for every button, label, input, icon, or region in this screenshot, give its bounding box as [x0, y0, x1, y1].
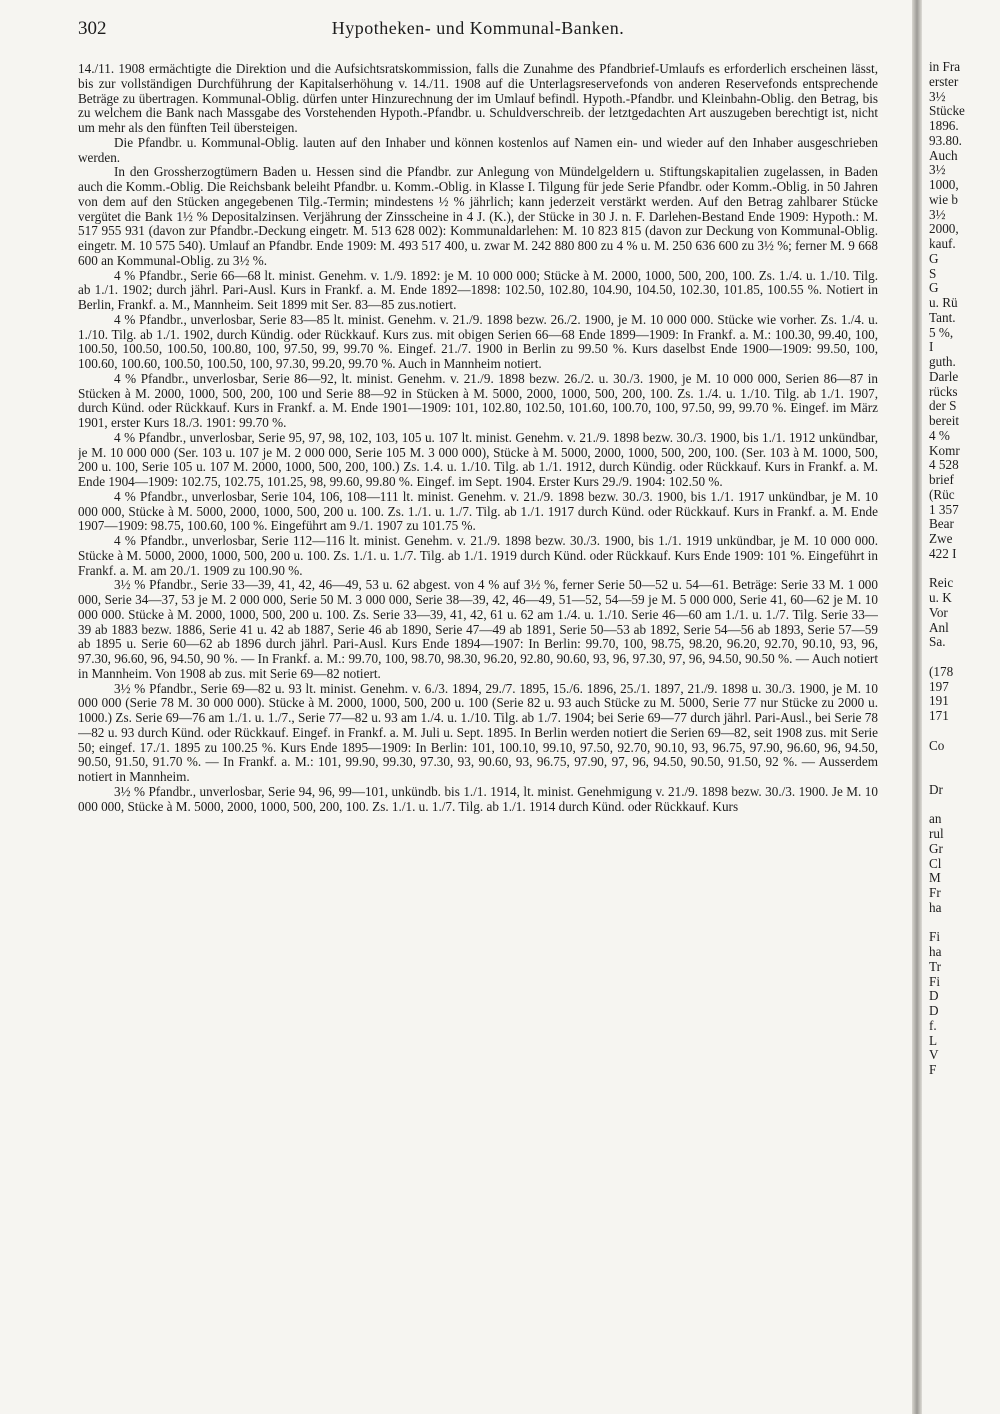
side-text-line: Vor — [929, 604, 948, 620]
side-text-line — [929, 798, 1000, 813]
side-text-line: ha — [929, 944, 942, 959]
paragraph: 14./11. 1908 ermächtigte die Direktion und die Aufsichtsratskommission, falls die Zunahme des Pfandbrief-Umlaufs es erforderlich erscheinen lässt, bis zur vollständigen Durchführung der Kapitalserhöhung v. 14./11. 1908 auf die Unterlagsreservefonds von anderen Reservefonds entsprechende Beträge zu übertragen. Kommunal-Oblig. dürfen unter Hinzurechnung der im Umlauf befindl. Hypoth.-Pfandbr. und Kleinbahn-Oblig. den Betrag, bis zu welchem die Bank nach Massgabe des Vorstehenden Hypoth.-Pfandbr. u. Schuldverschreib. der letztgedachten Art auszugeben berechtigt ist, nicht um mehr als den fünften Teil übersteigen. — [78, 62, 878, 135]
side-text-line: Tr — [929, 958, 941, 974]
running-head: Hypotheken- und Kommunal-Banken. — [331, 18, 625, 38]
side-text-line: 1000, — [929, 177, 959, 192]
side-text-line: Anl — [929, 619, 949, 635]
page-header — [78, 18, 878, 48]
main-text-column — [78, 62, 878, 1352]
side-text-line: 4 % — [929, 427, 950, 443]
side-text-line: Fi — [929, 929, 940, 945]
side-text-line: 93.80. — [929, 132, 962, 148]
side-text-line: 171 — [929, 708, 949, 723]
paragraph: 4 % Pfandbr., unverlosbar, Serie 112—116 lt. minist. Genehm. v. 21./9. 1898 bezw. 30./3. 1900, bis 1./1. 1919 unkündbar, je M. 10 000 000. Stücke à M. 5000, 2000, 1000, 500, 200 u. 100. Zs. 1./1. u. 1./7. Tilg. ab 1./1. 1919 durch Künd. oder Rückkauf. Kurs Ende 1909: 101 %. Eingeführt in Frankf. a. M. am 20./1. 1909 zu 100.90 %. — [78, 533, 878, 578]
side-text-line: kauf. — [929, 236, 956, 251]
side-text-line — [929, 916, 1000, 931]
side-text-line — [929, 724, 1000, 739]
side-text-line: rücks — [929, 383, 958, 399]
side-text-line: 191 — [929, 693, 949, 709]
side-text-line: der S — [929, 398, 957, 414]
side-text-line: bereit — [929, 413, 960, 428]
side-text-line: 5 %, — [929, 324, 954, 340]
side-text-line: V — [929, 1047, 939, 1063]
side-text-line: D — [929, 1003, 939, 1018]
side-text-line: in Fra — [929, 60, 961, 74]
side-text-line: Zwe — [929, 531, 953, 546]
side-text-line: Komr — [929, 442, 960, 458]
side-text-line: Reic — [929, 575, 954, 591]
side-text-line: Darle — [929, 368, 959, 384]
side-text-line: f. — [929, 1017, 937, 1033]
side-text-line: Tant. — [929, 309, 956, 325]
paragraph: 4 % Pfandbr., unverlosbar, Serie 86—92, lt. minist. Genehm. v. 21./9. 1898 bezw. 26./2. u. 30./3. 1900, je M. 10 000 000, Serien 86—87 in Stücken à M. 2000, 1000, 500, 200, 100 und Serie 88—92 in Stücken à M. 5000, 2000, 1000, 500, 200, 100. Zs. 1./4. u. 1./10. Tilg. ab 1./1. 1907, durch Künd. oder Rückkauf. Kurs in Frankf. a. M. Ende 1901—1909: 101, 102.80, 102.50, 101.60, 100.70, 100, 97.50, 99, 99.70 %. Eingef. im März 1901, erster Kurs 18./3. 1901: 99.70 %. — [78, 370, 878, 430]
side-text-line: Fi — [929, 973, 940, 989]
side-text-line: rul — [929, 826, 944, 841]
side-text-line: 422 I — [929, 545, 957, 561]
side-text-line: (Rüc — [929, 486, 955, 502]
paragraph: 4 % Pfandbr., unverlosbar, Serie 95, 97, 98, 102, 103, 105 u. 107 lt. minist. Genehm. v. 21./9. 1898 bezw. 30./3. 1900, bis 1./1. 1912 unkündbar, je M. 10 000 000 (Ser. 103 u. 107 je M. 2 000 000, Serie 105 M. 3 000 000), Stücke à M. 5000, 2000, 1000, 500, 200, 100. (Ser. 103 à M. 1000, 500, 200 u. 100, Serie 105 u. 107 M. 2000, 1000, 500, 200, 100.) Zs. 1.4. u. 1./10. Tilg. ab 1./1. 1912, durch Kündig. oder Rückkauf. Kurs in Frankf. a. M. Ende 1904—1909: 102.75, 102.75, 101.25, 98, 99.60, 99.80 %. Eingef. im Sept. 1904. Erster Kurs 29./9. 1904: 102.50 %. — [78, 429, 878, 489]
side-text-line: Fr — [929, 885, 941, 900]
paragraph: 3½ % Pfandbr., Serie 69—82 u. 93 lt. minist. Genehm. v. 6./3. 1894, 29./7. 1895, 15./6. 1896, 25./1. 1897, 21./9. 1898 u. 30./3. 1900, je M. 10 000 000 (Serie 78 M. 30 000 000). Stücke à M. 2000, 1000, 500, 200 u. 100 (Serie 82 u. 93 auch Stücke zu M. 5000, Serie 77 nur Stücke zu 2000 u. 1000.) Zs. Serie 69—76 am 1./1. u. 1./7., Serie 77—82 u. 93 am 1./4. u. 1./10. Tilg. ab 1./7. 1904; bei Serie 69—77 durch jährl. Pari-Ausl., bei Serie 78—82 u. 93 durch Künd. oder Rückkauf. Eingef. in Frankf. a. M. Juli u. Sept. 1895. In Berlin werden notiert die Serien 69—82, seit 1908 zus. mit Serie 50; eingef. 17./1. 1895 zu 100.25 %. Kurs Ende 1895—1909: In Berlin: 101, 100.10, 99.10, 97.50, 92.70, 90.10, 93, 96.75, 97.90, 96.60, 96, 94.50, 90.50, 91.50, 91.70 %. — In Frankf. a. M.: 101, 99.90, 99.30, 97.30, 93, 90.60, 93, 96.75, 97.90, 97, 96, 94.50, 90.50, 91.50, 92 %. — Ausserdem notiert in Mannheim. — [78, 680, 878, 784]
side-text-line: Bear — [929, 516, 954, 532]
side-text-line: Gr — [929, 840, 943, 856]
side-text-line: L — [929, 1032, 938, 1048]
side-text-line: F — [929, 1062, 937, 1077]
paragraph: 4 % Pfandbr., unverlosbar, Serie 104, 106, 108—111 lt. minist. Genehm. v. 21./9. 1898 bezw. 30./3. 1900, bis 1./1. 1917 unkündbar, je M. 10 000 000, Stücke à M. 5000, 2000, 1000, 500, 200 u. 100. Zs. 1./1. u. 1./7. Tilg. ab 1./1. 1917 durch Künd. oder Rückkauf. Kurs in Frankf. a. M. Ende 1907—1909: 98.75, 100.60, 100 %. Eingeführt am 9./1. 1907 zu 101.75 %. — [78, 488, 878, 534]
side-text-line: brief — [929, 472, 954, 487]
side-text-line: erster — [929, 73, 959, 89]
side-text-line: guth. — [929, 354, 956, 369]
side-text-line: Cl — [929, 855, 942, 871]
side-text-line: 3½ — [929, 206, 946, 222]
side-text-line: 1896. — [929, 118, 959, 133]
side-text-line — [929, 650, 1000, 665]
side-text-line: D — [929, 988, 939, 1004]
side-text-line: 3½ — [929, 88, 946, 104]
side-text-line: Dr — [929, 781, 943, 797]
side-text-line — [929, 753, 1000, 768]
side-text-line — [929, 562, 1000, 577]
side-text-line — [929, 768, 1000, 783]
paragraph: 4 % Pfandbr., unverlosbar, Serie 83—85 lt. minist. Genehm. v. 21./9. 1898 bezw. 26./2. 1900, je M. 10 000 000. Stücke wie vorher. Zs. 1./4. u. 1./10. Tilg. ab 1./1. 1902, durch Kündig. oder Rückkauf. Kurs zus. mit obigen Serien 66—68 Ende 1899—1909: In Frankf. a. M.: 100.30, 99.40, 100, 100.50, 100.50, 100.50, 100.80, 100, 97.50, 99, 99.70 %. Eingef. 21./7. 1900 in Berlin zu 99.50 %. Kurs daselbst Ende 1900—1909: 99.50, 100, 100.60, 100.60, 100.50, 100.50, 100, 97.30, 99.20, 99.70 %. Auch in Mannheim notiert. — [78, 311, 878, 371]
side-text-line: (178 — [929, 663, 954, 679]
paragraph: 3½ % Pfandbr., unverlosbar, Serie 94, 96, 99—101, unkündb. bis 1./1. 1914, lt. minist. Genehmigung v. 21./9. 1898 bezw. 30./3. 1900. Je M. 10 000 000, Stücke à M. 5000, 2000, 1000, 500, 200, 100. Zs. 1./1. u. 1./7. Tilg. ab 1./1. 1914 durch Künd. oder Rückkauf. Kurs — [78, 783, 878, 814]
side-text-line: 1 357 — [929, 501, 959, 517]
side-text-line: I — [929, 339, 934, 355]
paragraph: 3½ % Pfandbr., Serie 33—39, 41, 42, 46—49, 53 u. 62 abgest. von 4 % auf 3½ %, ferner Serie 50—52 u. 54—61. Beträge: Serie 33 M. 1 000 000, Serie 34—37, 53 je M. 2 000 000, Serie 50 M. 3 000 000, Serie 38—39, 42, 46—49, 51—52, 54—59 je M. 5 000 000, Serie 41, 60—62 je M. 10 000 000. Stücke à M. 2000, 1000, 500, 200 u. 100. Zs. Serie 33—39, 41, 42, 61 u. 62 am 1./4. u. 1./10. Serie 46—60 am 1./1. u. 1./7. Tilg. Serie 33—39 ab 1883 bezw. 1886, Serie 41 u. 42 ab 1887, Serie 46 ab 1890, Serie 47—49 ab 1891, Serie 50—53 ab 1892, Serie 54—56 ab 1893, Serie 57—59 ab 1895 u. Serie 60—62 ab 1896 durch jährl. Pari-Ausl. Kurs Ende 1894—1907: In Berlin: 99.70, 100, 98.75, 98.20, 96.20, 92.70, 90.10, 93, 96, 97.30, 96.60, 96, 94.50, 90 %. — In Frankf. a. M.: 99.70, 100, 98.70, 98.30, 96.20, 92.80, 90.60, 93, 96, 97.30, 97, 96, 94.50, 90.50 %. — Auch notiert in Mannheim. Von 1908 ab zus. mit Serie 69—82 notiert. — [78, 577, 878, 681]
paragraph: 4 % Pfandbr., Serie 66—68 lt. minist. Genehm. v. 1./9. 1892: je M. 10 000 000; Stücke à M. 2000, 1000, 500, 200, 100. Zs. 1./4. u. 1./10. Tilg. ab 1./1. 1902; durch jährl. Pari-Ausl. Kurs in Frankf. a. M. Ende 1892—1898: 102.50, 102.80, 104.90, 104.50, 102.30, 101.85, 100.55 %. Notiert in Berlin, Frankf. a. M., Mannheim. Seit 1899 mit Ser. 83—85 zus.notiert. — [78, 267, 878, 312]
side-text-line: M — [929, 870, 941, 886]
page-number: 302 — [78, 18, 107, 39]
side-text-line: 197 — [929, 678, 949, 694]
side-text-line: 3½ — [929, 162, 946, 178]
side-text-line: u. Rü — [929, 295, 958, 310]
side-text-line: ha — [929, 899, 942, 915]
side-text-line: an — [929, 811, 942, 827]
side-text-line: u. K — [929, 590, 952, 605]
side-text-line: 4 528 — [929, 457, 959, 473]
side-text-line: Sa. — [929, 634, 946, 650]
side-text-line: wie b — [929, 191, 958, 207]
paragraph: Die Pfandbr. u. Kommunal-Oblig. lauten auf den Inhaber und können kostenlos auf Namen ein- und wieder auf den Inhaber ausgeschrieben werden. — [78, 134, 878, 165]
side-text-line: 2000, — [929, 221, 959, 237]
adjacent-page-fragment — [929, 60, 1000, 1360]
side-text-line: Co — [929, 737, 945, 753]
side-text-line: Stücke — [929, 103, 965, 119]
page-fold-gutter — [912, 0, 922, 1414]
side-text-line: S — [929, 265, 937, 281]
side-text-line: G — [929, 250, 939, 266]
side-text-line: G — [929, 280, 939, 296]
side-text-line: Auch — [929, 147, 958, 163]
paragraph: In den Grossherzogtümern Baden u. Hessen sind die Pfandbr. zur Anlegung von Mündelgeldern u. Stiftungskapitalien zugelassen, in Baden auch die Komm.-Oblig. Die Reichsbank beleiht Pfandbr. u. Komm.-Oblig. in Klasse I. Tilgung für jede Serie Pfandbr. oder Komm.-Oblig. in 50 Jahren von dem auf den Stücken angegebenen Tilg.-Termin; mindestens ½ % jährlich; kann jederzeit verstärkt werden. Auf den Betrag zahlbarer Stücke vergütet die Bank 1½ % Depositalzinsen. Verjährung der Zinsscheine in 4 J. (K.), der Stücke in 30 J. n. F. Darlehen-Bestand Ende 1909: Hypoth.: M. 517 955 931 (davon zur Pfandbr.-Deckung eingetr. M. 513 628 002): Kommunaldarlehen: M. 10 823 815 (davon zur Deckung von Kommunal-Oblig. eingetr. M. 10 575 540). Umlauf an Pfandbr. Ende 1909: M. 493 517 400, u. zwar M. 242 880 800 zu 4 % u. M. 250 636 600 zu 3½ %; ferner M. 9 668 600 an Kommunal-Oblig. zu 3½ %. — [78, 164, 878, 268]
